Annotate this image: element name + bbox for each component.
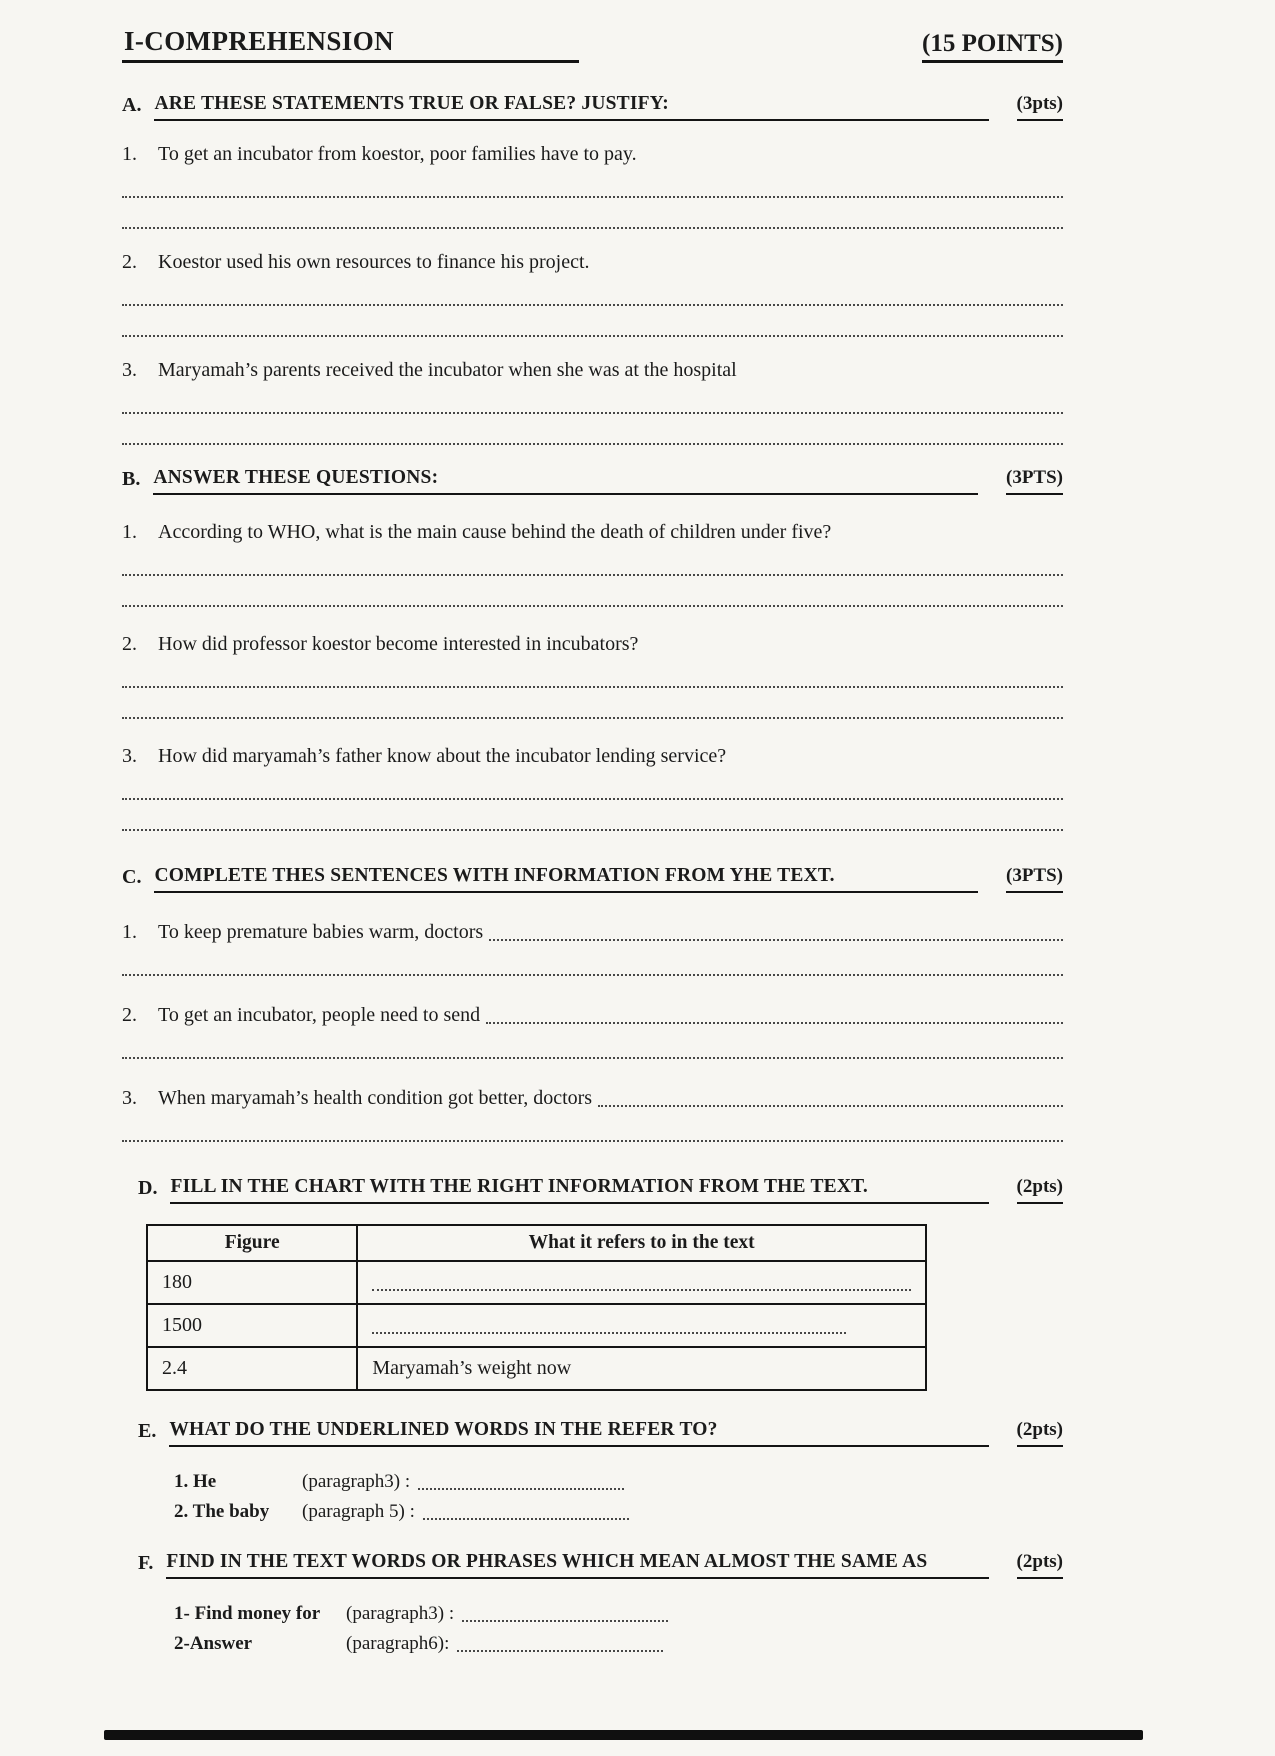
question-text: Koestor used his own resources to finance his project. (158, 251, 590, 273)
section-e (122, 1419, 1063, 1525)
synonym-item (174, 1631, 1063, 1657)
table-header-figure: Figure (147, 1225, 357, 1261)
answer-line (122, 414, 1063, 445)
section-b (122, 467, 1063, 831)
answer-line (122, 167, 1063, 198)
answer-line (372, 1275, 911, 1291)
table-row (147, 1261, 926, 1304)
section-points: (3PTS) (1006, 467, 1063, 495)
answer-line (122, 306, 1063, 337)
section-points: (3PTS) (1006, 865, 1063, 893)
section-label: A. (122, 94, 142, 116)
question-number: 1. (122, 921, 137, 943)
phrase: 2-Answer (174, 1633, 253, 1654)
answer-line (122, 945, 1063, 976)
question-number: 3. (122, 745, 137, 767)
question-text: When maryamah’s health condition got better, doctors (158, 1087, 593, 1109)
question-number: 1. (122, 521, 137, 543)
question-text: How did maryamah’s father know about the incubator lending service? (158, 745, 727, 767)
section-label: F. (138, 1552, 154, 1574)
section-points: (2pts) (1017, 1176, 1063, 1204)
section-title: FILL IN THE CHART WITH THE RIGHT INFORMATION FROM THE TEXT. (170, 1176, 988, 1204)
answer-line (423, 1506, 629, 1520)
question-number: 1. (122, 143, 137, 165)
figure-cell: 2.4 (147, 1347, 357, 1390)
section-f-heading (138, 1551, 1063, 1579)
question (122, 631, 1063, 657)
answer-line (122, 800, 1063, 831)
scan-artifact-bar (104, 1730, 1143, 1740)
section-points: (3pts) (1017, 93, 1063, 121)
table-row (147, 1347, 926, 1390)
question (122, 141, 1063, 167)
question-number: 3. (122, 1087, 137, 1109)
section-label: C. (122, 866, 142, 888)
meaning-cell (357, 1304, 926, 1347)
answer-line (457, 1638, 663, 1652)
answer-line (122, 688, 1063, 719)
paragraph-reference: (paragraph 5) : (302, 1501, 415, 1522)
section-d (122, 1176, 1063, 1391)
section-title: WHAT DO THE UNDERLINED WORDS IN THE REFER TO? (169, 1419, 988, 1447)
phrase: 1- Find money for (174, 1603, 321, 1624)
section-a-heading (122, 93, 1063, 121)
answer-line (122, 657, 1063, 688)
section-points: (2pts) (1017, 1551, 1063, 1579)
section-title: ARE THESE STATEMENTS TRUE OR FALSE? JUSTIFY: (154, 93, 988, 121)
figure-cell: 1500 (147, 1304, 357, 1347)
answer-line (598, 1105, 1063, 1107)
question-text: According to WHO, what is the main cause behind the death of children under five? (158, 521, 832, 543)
paragraph-reference: (paragraph6): (346, 1633, 450, 1654)
total-points: (15 POINTS) (922, 30, 1063, 63)
question-number: 2. (122, 1004, 137, 1026)
question (122, 519, 1063, 545)
section-d-heading (138, 1176, 1063, 1204)
fill-in-sentence (122, 1002, 1063, 1028)
section-label: D. (138, 1177, 158, 1199)
page-title: I-COMPREHENSION (122, 26, 579, 63)
question-text: How did professor koestor become interested in incubators? (158, 633, 639, 655)
table-header-meaning: What it refers to in the text (357, 1225, 926, 1261)
question (122, 743, 1063, 769)
paragraph-reference: (paragraph3) : (346, 1603, 455, 1624)
answer-line (486, 1022, 1063, 1024)
synonym-item (174, 1601, 1063, 1627)
section-points: (2pts) (1017, 1419, 1063, 1447)
title-row (122, 26, 1063, 63)
section-label: B. (122, 468, 141, 490)
fill-in-sentence (122, 1085, 1063, 1111)
figures-table (146, 1224, 927, 1391)
question-number: 2. (122, 633, 137, 655)
answer-line (122, 383, 1063, 414)
answer-line (122, 769, 1063, 800)
table-row (147, 1304, 926, 1347)
meaning-cell: Maryamah’s weight now (357, 1347, 926, 1390)
question-text: Maryamah’s parents received the incubator when she was at the hospital (158, 359, 737, 381)
answer-line (489, 939, 1063, 941)
answer-line (122, 576, 1063, 607)
fill-in-sentence (122, 919, 1063, 945)
underlined-word: 1. He (174, 1471, 217, 1492)
underlined-word: 2. The baby (174, 1501, 270, 1522)
question-number: 2. (122, 251, 137, 273)
section-label: E. (138, 1420, 157, 1442)
answer-line (122, 275, 1063, 306)
question-text: To get an incubator from koestor, poor families have to pay. (158, 143, 637, 165)
question (122, 357, 1063, 383)
section-b-heading (122, 467, 1063, 495)
section-c-heading (122, 865, 1063, 893)
paragraph-reference: (paragraph3) : (302, 1471, 411, 1492)
table-header-row (147, 1225, 926, 1261)
answer-line (122, 545, 1063, 576)
answer-line (418, 1476, 624, 1490)
section-c (122, 865, 1063, 1142)
section-e-heading (138, 1419, 1063, 1447)
question-text: To get an incubator, people need to send (158, 1004, 481, 1026)
section-title: COMPLETE THES SENTENCES WITH INFORMATION FROM YHE TEXT. (154, 865, 978, 893)
section-title: ANSWER THESE QUESTIONS: (153, 467, 978, 495)
section-a (122, 93, 1063, 445)
question-number: 3. (122, 359, 137, 381)
question-text: To keep premature babies warm, doctors (158, 921, 484, 943)
reference-item (174, 1469, 1063, 1495)
figure-cell: 180 (147, 1261, 357, 1304)
answer-line (372, 1318, 846, 1334)
answer-line (462, 1608, 668, 1622)
answer-line (122, 1028, 1063, 1059)
answer-line (122, 1111, 1063, 1142)
meaning-cell (357, 1261, 926, 1304)
section-f (122, 1551, 1063, 1657)
answer-line (122, 198, 1063, 229)
section-title: FIND IN THE TEXT WORDS OR PHRASES WHICH MEAN ALMOST THE SAME AS (166, 1551, 988, 1579)
reference-item (174, 1499, 1063, 1525)
question (122, 249, 1063, 275)
